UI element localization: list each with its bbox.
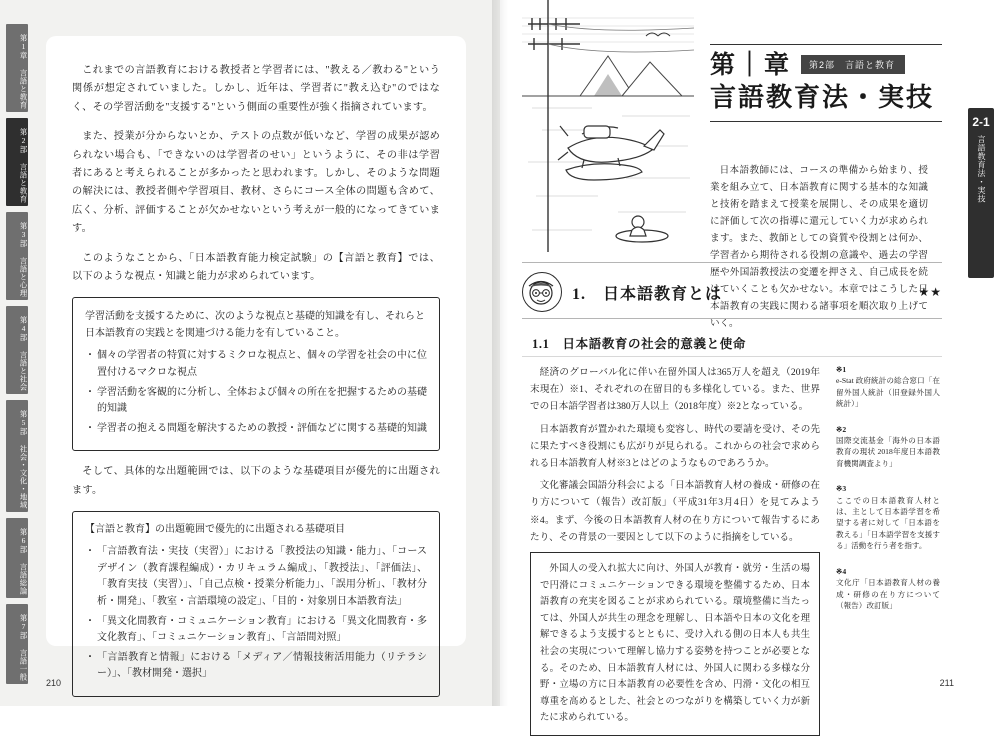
part-badge: 第2部 言語と教育 [801, 55, 905, 74]
chapter-illustration [522, 0, 694, 252]
requirements-box [72, 297, 440, 451]
section-1-title: 1. 日本語教育とは [572, 285, 723, 303]
chapter-number-row [710, 53, 942, 78]
section-1-rule [522, 318, 942, 319]
body-column [530, 364, 820, 736]
exam-scope-list [85, 544, 427, 683]
exam-scope-box [72, 511, 440, 697]
side-tab-label: 第2部 言語と教育 [19, 128, 28, 203]
chapter-title: 言語教育法・実技 [710, 83, 935, 112]
list-item: ・ 学習活動を客観的に分析し、全体および個々の所在を把握するための基礎的知識 [85, 385, 427, 418]
left-content-card [46, 36, 466, 680]
chapter-heading [710, 44, 942, 122]
section-1-header [522, 272, 942, 312]
requirements-list [85, 348, 427, 437]
chapter-intro-paragraph: 日本語教師には、コースの準備から始まり、授業を組み立て、日本語教育に関する基本的な知識と技術を踏まえて授業を展開し、その成果を適切に評価して次の指導に還元していく力が求められます。また、教師としての資質や役割とは何か、学習者から期待される役割の意識や、過去の学習歴や外国語教授法の変遷を押さえ、自己成長を続けていくことも欠かせない。本章ではこうした日本語教育の実践に関わる諸事項を順次取り上げていく。 [710, 164, 928, 329]
box-lead-text: 学習活動を支援するために、次のような視点と基礎的知識を有し、それらと日本語教育の実践とを関連づける能力を有していること。 [85, 311, 425, 340]
margin-note-text: e-Stat 政府統計の総合窓口「在留外国人統計（旧登録外国人統計）」 [836, 376, 940, 409]
list-item: ・ 学習者の抱える問題を解決するための教授・評価などに関する基礎的知識 [85, 421, 427, 438]
difficulty-stars: ★★ [918, 284, 942, 299]
left-page [0, 0, 500, 706]
margin-note-title: ※1 [836, 365, 847, 374]
right-tab-number: 2-1 [972, 115, 990, 129]
side-tab-3[interactable] [6, 306, 28, 394]
margin-note-text: 国際交流基金「海外の日本語教育の現状 2018年度日本語教育機関調査より」 [836, 436, 940, 468]
side-tab-0[interactable] [6, 24, 28, 112]
paragraph: そして、具体的な出題範囲では、以下のような基礎項目が優先的に出題されます。 [72, 466, 440, 496]
paragraph: 日本語教育が置かれた環境も変容し、時代の要請を受け、その先に果たすべき役割にも広がりが見られる。これからの社会で求められる日本語教育人材※3とはどのようなものであろうか。 [530, 423, 820, 470]
heading-rule-top [710, 44, 942, 45]
subsection-rule [522, 356, 942, 357]
margin-note-title: ※2 [836, 424, 847, 434]
right-page [500, 0, 1000, 724]
right-tab-label: 言語教育法・実技 [977, 135, 986, 203]
paragraph: 経済のグローバル化に伴い在留外国人は365万人を超え（2019年末現在）※1、それぞれの在留目的も多様化している。また、世界での日本語学習者は380万人以上（2018年度）※2となっている。 [530, 367, 820, 413]
side-tab-1[interactable] [6, 118, 28, 206]
side-tab-label: 第4部 言語と社会 [19, 316, 28, 391]
paragraph: このようなことから、「日本語教育能力検定試験」の【言語と教育】では、以下のような視点・知識と能力が求められています。 [72, 252, 440, 283]
side-tab-4[interactable] [6, 400, 28, 512]
margin-note-title: ※4 [836, 566, 847, 576]
box-title: 【言語と教育】の出題範囲で優先的に出題される基礎項目 [85, 524, 345, 536]
side-tab-2[interactable] [6, 212, 28, 300]
side-tab-6[interactable] [6, 604, 28, 684]
page-number-left: 210 [46, 678, 62, 688]
side-tab-5[interactable] [6, 518, 28, 598]
margin-note [836, 483, 940, 551]
margin-note [836, 566, 940, 612]
paragraph: これまでの言語教育における教授者と学習者には、"教える／教わる"という関係が想定されていました。しかし、近年は、学習者に"教え込む"のではなく、その学習活動を"支援する"という側面の重要性が強く指摘されています。 [72, 65, 440, 113]
side-index-tabs [6, 24, 32, 684]
paragraph: 文化審議会国語分科会による「日本語教育人材の養成・研修の在り方について（報告）改訂版」（平成31年3月4日）を見てみよう※4。まず、今後の日本語教育人材の在り方について報告するにあたり、その背景の一要因として以下のように指摘をしている。 [530, 480, 820, 543]
margin-note-text: ここでの日本語教育人材とは、主として日本語学習を希望する者に対して「日本語を教える」「日本語学習を支援する」活動を行う者を指す。 [836, 495, 940, 551]
side-tab-label: 第7部 言語一般 [19, 614, 28, 681]
list-item: ・ 「言語教育と情報」における「メディア／情報技術活用能力（リテラシー）」、「教材開発・選択」 [85, 650, 427, 683]
side-tab-label: 第6部 言語総論 [19, 528, 28, 595]
teacher-avatar-icon [522, 272, 562, 312]
section-divider [522, 262, 942, 263]
heading-rule-bottom [710, 121, 942, 122]
margin-notes-column [836, 364, 940, 625]
quotation-text: 外国人の受入れ拡大に向け、外国人が教育・就労・生活の場で円滑にコミュニケーションできる環境を整備するため、日本語教育の充実を図ることが求められている。環境整備に当たっては、外国人が共生の理念を理解し、日本語や日本の文化を理解できるよう支援するとともに、受け入れる側の日本人も共生社会の実現について理解し協力する姿勢を持つことが必要となる。そのため、日本語教育人材には、外国人に関わる多様な分野・立場の方に日本語教育の必要性を含め、円滑・文化の相互尊重を高めるとした、社会とのつながりを構築していく力が新たに求められている。 [540, 564, 810, 724]
page-number-right: 211 [939, 678, 954, 688]
avatar-face-svg [523, 273, 559, 309]
side-tab-label: 第3部 言語と心理 [19, 222, 28, 297]
margin-note-text: 文化庁「日本語教育人材の養成・研修の在り方について（報告）改訂版」 [836, 578, 940, 610]
subsection-title: 1.1 日本語教育の社会的意義と使命 [532, 337, 746, 351]
list-item: ・ 「異文化間教育・コミュニケーション教育」における「異文化間教育・多文化教育」、「コミュニケーション教育」、「言語間対照」 [85, 614, 427, 647]
list-item: ・ 「言語教育法・実技（実習）」における「教授法の知識・能力」、「コースデザイン（教育課程編成）・カリキュラム編成」、「教授法」、「評価法」、「教育実技（実習）」、「自己点検・授業分析能力」、「誤用分析」、「教材分析・開発」、「教室・言語環境の設定」、「目的・対象別日本語教育法」 [85, 544, 427, 610]
paragraph: また、授業が分からないとか、テストの点数が低いなど、学習の成果が認められない場合も、「できないのは学習者のせい」というように、その非は学習者にあると考えられることが多かったと思われます。しかし、そのような問題の解決には、教授者側や学習項目、教材、さらにコース全体の問題も含めて、広く、分析、評価することが欠かせないという考えが一般的になってきています。 [72, 131, 440, 235]
right-section-tab[interactable] [968, 108, 994, 278]
quotation-box [530, 552, 820, 736]
margin-note [836, 424, 940, 470]
side-tab-label: 第5部 社会・文化・地域 [19, 410, 28, 509]
margin-note-title: ※3 [836, 484, 847, 494]
list-item: ・ 個々の学習者の特質に対するミクロな視点と、個々の学習を社会の中に位置付けるマクロな視点 [85, 348, 427, 381]
margin-note [836, 364, 940, 410]
side-tab-label: 第1章 言語と教育 [19, 34, 28, 109]
chapter-number: 第｜章 [710, 52, 792, 79]
seaplane-illustration-svg [522, 0, 694, 252]
